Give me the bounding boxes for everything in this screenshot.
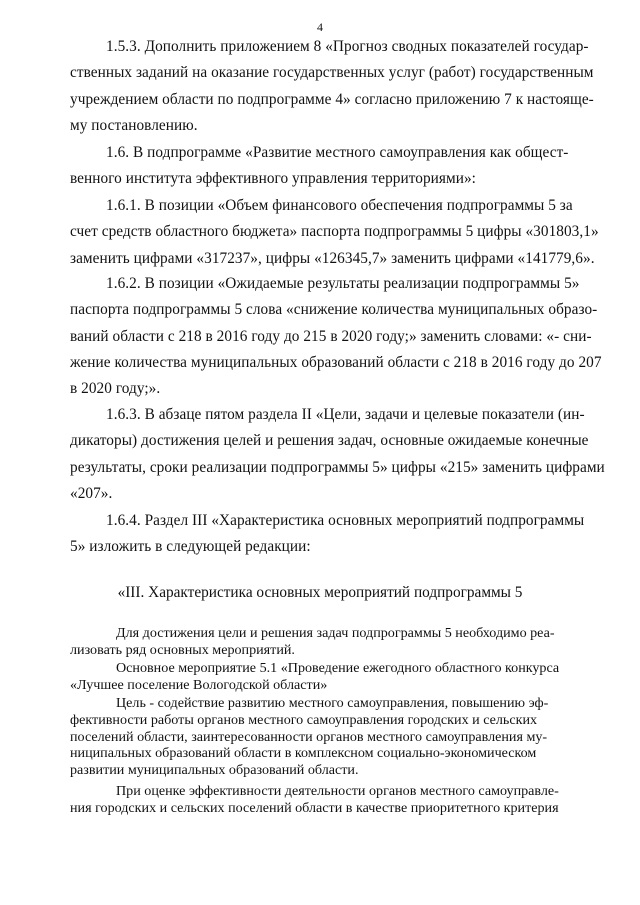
text-line: счет средств областного бюджета» паспорта подпрограммы 5 цифры «301803,1» [70,223,599,241]
text-line: ния городских и сельских поселений области в качестве приоритетного критерия [70,799,559,816]
text-line: Цель - содействие развитию местного самоуправления, повышению эф- [116,695,549,711]
section-paragraph-3 [70,695,598,779]
text-line: венного института эффективного управления территориями»: [70,170,476,188]
text-line: «Лучшее поселение Вологодской области» [70,676,328,693]
text-line: «207». [70,484,113,502]
text-line: фективности работы органов местного самоуправления городских и сельских [70,711,538,728]
page-number: 4 [317,20,323,34]
section-heading: «III. Характеристика основных мероприятий подпрограммы 5 [117,584,523,601]
text-line: паспорта подпрограммы 5 слова «снижение количества муниципальных образо- [70,301,598,319]
text-line: поселений области, заинтересованности органов местного самоуправления му- [70,728,548,745]
text-line: 1.6.4. Раздел III «Характеристика основных мероприятий подпрограммы [106,512,585,529]
text-line: результаты, сроки реализации подпрограммы 5» цифры «215» заменить цифрами [70,458,605,476]
paragraph-1-5-3 [70,34,598,139]
text-line: 1.5.3. Дополнить приложением 8 «Прогноз сводных показателей государ- [106,38,589,55]
text-line: заменить цифрами «317237», цифры «126345,7» заменить цифрами «141779,6». [70,249,595,267]
text-line: Основное мероприятие 5.1 «Проведение ежегодного областного конкурса [116,660,560,676]
paragraph-1-6-2 [70,271,602,402]
paragraph-1-6-3 [70,402,605,507]
text-line: жение количества муниципальных образований области с 218 в 2016 году до 207 [70,353,602,371]
section-paragraph-4 [70,783,598,817]
text-line: ниципальных образований области в комплексном социально-экономическом [70,745,537,762]
section-paragraph-2 [70,660,598,694]
text-line: ваний области с 218 в 2016 году до 215 в 2020 году;» заменить словами: «- сни- [70,327,592,345]
text-line: ственных заданий на оказание государственных услуг (работ) государственным [70,64,594,82]
text-line: При оценке эффективности деятельности органов местного самоуправле- [116,783,559,799]
text-line: 1.6.1. В позиции «Объем финансового обеспечения подпрограммы 5 за [106,197,573,214]
text-line: Для достижения цели и решения задач подпрограммы 5 необходимо реа- [116,625,555,641]
text-line: лизовать ряд основных мероприятий. [70,641,295,658]
text-line: 5» изложить в следующей редакции: [70,538,311,556]
section-paragraph-1 [70,625,598,659]
text-line: в 2020 году;». [70,380,161,398]
paragraph-1-6 [70,140,598,193]
text-line: учреждением области по подпрограмме 4» согласно приложению 7 к настояще- [70,90,594,108]
paragraph-1-6-1 [70,193,598,272]
text-line: 1.6. В подпрограмме «Развитие местного самоуправления как общест- [106,144,569,161]
text-line: развитии муниципальных образований области. [70,762,359,779]
text-line: му постановлению. [70,116,198,134]
paragraph-1-6-4 [70,508,598,561]
text-line: 1.6.3. В абзаце пятом раздела II «Цели, задачи и целевые показатели (ин- [106,406,585,423]
text-line: 1.6.2. В позиции «Ожидаемые результаты реализации подпрограммы 5» [106,275,580,292]
text-line: дикаторы) достижения целей и решения задач, основные ожидаемые конечные [70,432,589,450]
